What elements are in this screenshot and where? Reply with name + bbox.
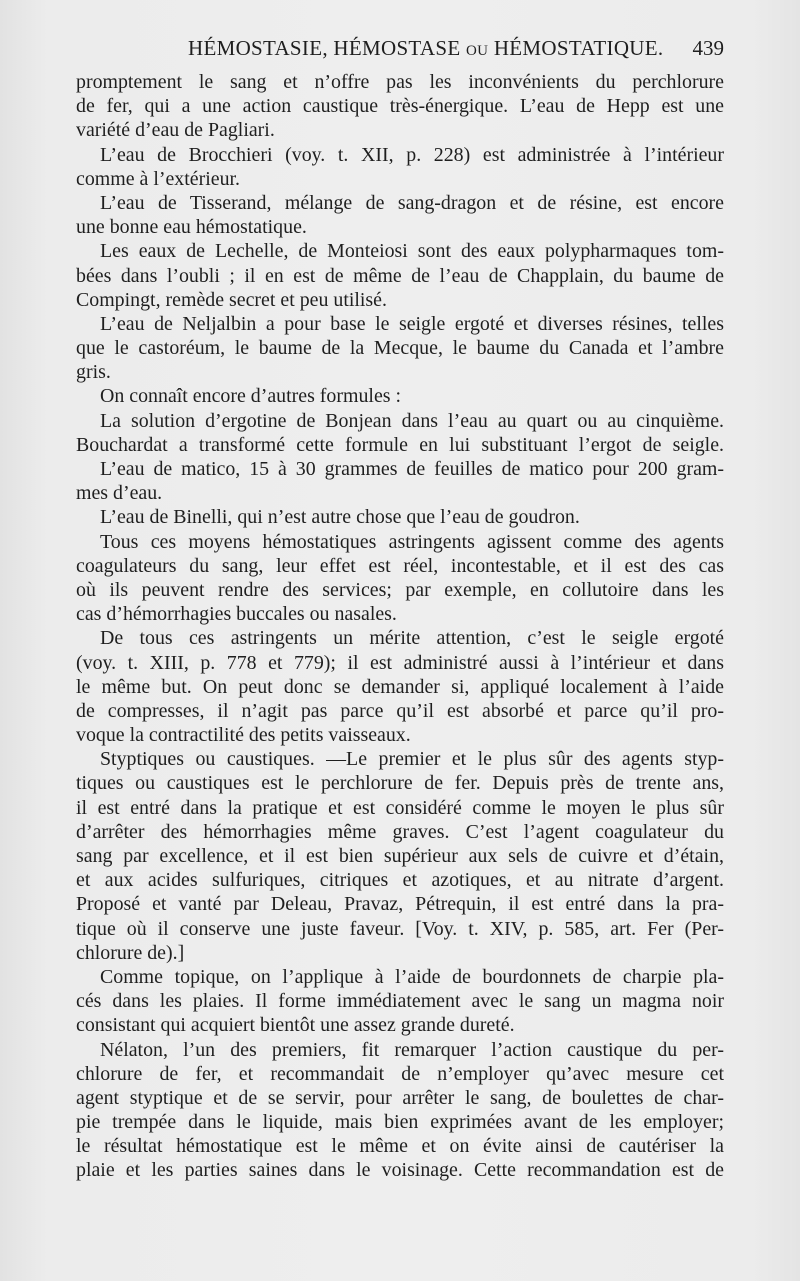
text-line: de fer, qui a une action caustique très-énergique. L’eau de Hepp est une	[76, 95, 724, 118]
text-line: bées dans l’oubli ; il en est de même de l’eau de Chapplain, du baume de	[76, 264, 724, 287]
body-text	[76, 70, 724, 1183]
text-line: de compresses, il n’agit pas parce qu’il est absorbé et parce qu’il pro-	[76, 699, 724, 722]
text-line: agent styptique et de se servir, pour arrêter le sang, de boulettes de char-	[76, 1086, 724, 1109]
text-line: L’eau de Neljalbin a pour base le seigle ergoté et diverses résines, telles	[100, 312, 724, 335]
text-line: d’arrêter des hémorrhagies même graves. C’est l’agent coagulateur du	[76, 820, 724, 843]
text-line: On connaît encore d’autres formules :	[100, 385, 402, 408]
text-line: tique où il conserve une juste faveur. [Voy. t. XIV, p. 585, art. Fer (Per-	[76, 917, 724, 940]
text-line: le résultat hémostatique est le même et on évite ainsi de cautériser la	[76, 1135, 724, 1158]
running-title-conjunction: OU	[466, 43, 489, 59]
text-line: voque la contractilité des petits vaisseaux.	[76, 724, 411, 747]
text-line: tiques ou caustiques est le perchlorure de fer. Depuis près de trente ans,	[76, 772, 724, 795]
text-line: L’eau de matico, 15 à 30 grammes de feuilles de matico pour 200 gram-	[100, 458, 724, 480]
text-line: et aux acides sulfuriques, citriques et azotiques, et au nitrate d’argent.	[76, 869, 724, 892]
text-line: promptement le sang et n’offre pas les inconvénients du perchlorure	[76, 71, 724, 93]
text-line: mes d’eau.	[76, 482, 163, 505]
running-title	[188, 36, 663, 61]
text-line: où ils peuvent rendre des services; par exemple, en collutoire dans les	[76, 578, 724, 601]
text-line: il est entré dans la pratique et est considéré comme le moyen le plus sûr	[76, 796, 724, 819]
text-line: coagulateurs du sang, leur effet est réel, incontestable, et il est des cas	[76, 554, 724, 577]
text-line: gris.	[76, 361, 111, 384]
running-title-end: HÉMOSTATIQUE.	[488, 36, 664, 60]
page-number: 439	[692, 36, 724, 60]
text-line: Nélaton, l’un des premiers, fit remarquer l’action caustique du per-	[100, 1038, 724, 1061]
text-line: L’eau de Binelli, qui n’est autre chose que l’eau de goudron.	[100, 506, 580, 529]
text-line: L’eau de Brocchieri (voy. t. XII, p. 228) est administrée à l’intérieur	[100, 143, 724, 166]
text-line: L’eau de Tisserand, mélange de sang-dragon et de résine, est encore	[100, 191, 724, 214]
text-line: sang par excellence, et il est bien supérieur aux sels de cuivre et d’étain,	[76, 845, 724, 867]
running-title-main: HÉMOSTASIE, HÉMOSTASE	[188, 36, 467, 60]
text-line: (voy. t. XIII, p. 778 et 779); il est administré aussi à l’intérieur et dans	[76, 651, 724, 674]
page-header	[76, 34, 724, 66]
text-line: Styptiques ou caustiques. —Le premier et le plus sûr des agents styp-	[100, 748, 724, 771]
text-line: consistant qui acquiert bientôt une assez grande dureté.	[76, 1014, 515, 1037]
text-line: chlorure de).]	[76, 941, 185, 964]
text-line: De tous ces astringents un mérite attention, c’est le seigle ergoté	[100, 627, 724, 650]
text-line: La solution d’ergotine de Bonjean dans l’eau au quart ou au cinquième.	[100, 409, 724, 432]
text-line: plaie et les parties saines dans le voisinage. Cette recommandation est de	[76, 1159, 724, 1182]
text-line: Comme topique, on l’applique à l’aide de bourdonnets de charpie pla-	[100, 965, 724, 988]
text-line: variété d’eau de Pagliari.	[76, 119, 275, 142]
text-line: une bonne eau hémostatique.	[76, 216, 307, 239]
text-line: Tous ces moyens hémostatiques astringents agissent comme des agents	[100, 530, 724, 553]
text-line: Proposé et vanté par Deleau, Pravaz, Pétrequin, il est entré dans la pra-	[76, 893, 724, 916]
text-line: Compingt, remède secret et peu utilisé.	[76, 288, 387, 311]
text-line: Les eaux de Lechelle, de Monteiosi sont des eaux polypharmaques tom-	[100, 240, 724, 263]
text-line: le même but. On peut donc se demander si, appliqué localement à l’aide	[76, 675, 724, 698]
text-line: comme à l’extérieur.	[76, 167, 241, 190]
text-line: que le castoréum, le baume de la Mecque, le baume du Canada et l’ambre	[76, 337, 724, 360]
text-line: cés dans les plaies. Il forme immédiatement avec le sang un magma noir	[76, 990, 724, 1013]
text-line: cas d’hémorrhagies buccales ou nasales.	[76, 603, 397, 626]
text-line: Bouchardat a transformé cette formule en lui substituant l’ergot de seigle.	[76, 433, 724, 456]
text-line: pie trempée dans le liquide, mais bien exprimées avant de les employer;	[76, 1111, 724, 1134]
text-line: chlorure de fer, et recommandait de n’employer qu’avec mesure cet	[76, 1062, 724, 1085]
